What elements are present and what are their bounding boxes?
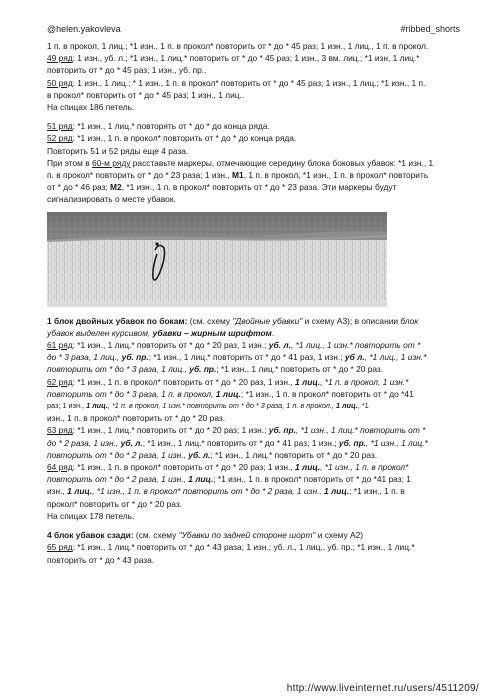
- row-64-italic: , *1 изн., 1 п. в прокол* повторить от * до * 2 раза, 1 изн.,: [92, 486, 325, 497]
- row-63-dec: уб. л.: [120, 437, 143, 448]
- side-block-note-italic: убавок выделен курсивом,: [47, 327, 153, 338]
- row-64-text: ; *1 изн., 1 п. в: [349, 486, 405, 497]
- row-61-dec: уб. л.: [268, 340, 291, 351]
- marker-text: от * до * 46 раз;: [47, 182, 111, 193]
- row-61-dec: уб. пр.: [121, 352, 149, 363]
- marker-text: При этом в: [47, 157, 93, 168]
- row-51-label: 51 ряд: [47, 121, 73, 132]
- side-block-text: и схему А3); в описании: [302, 315, 401, 326]
- stitch-count-1: На спицах 186 петель.: [47, 102, 135, 113]
- row-64-italic: , *1 изн., 1 п. в прокол*: [320, 462, 409, 473]
- row-64-text: ; *1 изн., 1 п. в прокол* повторить от * до *41 раз; 1: [213, 474, 411, 485]
- row-61-italic: повторить от * до * 3 раза, 1 лиц.,: [47, 364, 190, 375]
- row-63-italic: , *1 изн., 1 лиц.* повторить от *: [295, 425, 426, 436]
- row-64-italic: повторить от * до * 2 раза, 1 изн.,: [47, 474, 189, 485]
- marker-text: , 1 п. в прокол, *1 изн., 1 п. в прокол* повторить: [243, 170, 429, 181]
- back-block-text: и схему А2): [315, 530, 364, 541]
- row-63-cont-2: [47, 449, 467, 461]
- back-block-text: (см. схему: [133, 530, 179, 541]
- row-61-italic: , *1 лиц., 1 изн.* повторить от *: [290, 340, 421, 351]
- row-62-text: , *1: [357, 401, 369, 411]
- marker-note-4: сигнализировать о месте убавок.: [47, 194, 176, 205]
- row-64-dec: 1 лиц.: [295, 462, 321, 473]
- row-50: [47, 77, 467, 89]
- side-block-heading: 1 блок двойных убавок по бокам:: [47, 315, 188, 326]
- row-62-text: : *1 изн., 1 п. в прокол* повторить от * до * 20 раз, 1 изн.,: [72, 376, 296, 387]
- row-61: [47, 339, 467, 351]
- marker-note-2: [47, 169, 467, 181]
- row-61-text: ; *1 изн., 1 лиц.* повторить от * до * 41 раз, 1 изн.;: [148, 352, 345, 363]
- side-block-title: [47, 315, 467, 327]
- row-49-cont: повторить от * до * 45 раз; 1 изн., уб. пр..: [47, 65, 207, 76]
- row-64-cont-2: [47, 485, 467, 497]
- row-63-italic: , *1 изн., 1 лиц.*: [366, 437, 428, 448]
- stitch-count-2: На спицах 178 петель.: [47, 510, 135, 521]
- marker-text: , *1 изн., 1 п. в прокол* повторить от * до * 23 раза. Эти маркеры будут: [121, 182, 397, 193]
- row-63-dec: уб. пр.: [268, 425, 296, 436]
- row-63-italic: до * 2 раза, 1 изн.,: [47, 437, 121, 448]
- row-62-dec: 1 лиц.: [295, 376, 321, 387]
- repeat-note: Повторить 51 и 52 ряды еще 4 раза.: [47, 145, 189, 156]
- row-61-label: 61 ряд: [47, 340, 73, 351]
- row-64-cont-3: прокол* повторить от * до * 20 раз.: [47, 498, 182, 509]
- row-64-dec: 1 лиц.: [188, 474, 214, 485]
- side-block-text: (см. схему: [187, 315, 233, 326]
- side-block-note-end: .: [271, 327, 275, 338]
- side-block-chart-name: "Двойные убавки": [232, 315, 303, 326]
- row-61-text: : *1 изн., 1 лиц.* повторить от * до * 20 раз, 1 изн.;: [72, 340, 269, 351]
- row-63-cont: [47, 437, 467, 449]
- row-63-dec: уб. л.: [188, 449, 211, 460]
- row-63-text: ; *1 изн., 1 лиц.* повторить от * до * 41 раз; 1 изн.;: [142, 437, 339, 448]
- back-block-title: [47, 529, 467, 541]
- row-62-dec: 1 лиц.: [86, 401, 108, 411]
- marker-note: [47, 157, 467, 169]
- row-63-dec: уб. пр.: [338, 437, 367, 448]
- row-62-cont: [47, 388, 467, 400]
- row-62-label: 62 ряд: [47, 376, 73, 387]
- row-63-text: ; *1 изн., 1 лиц.* повторить от * до * 20 раз.: [210, 449, 378, 460]
- knitting-photo-image: [47, 212, 387, 307]
- marker-text: п. в прокол* повторить от * до * 23 раза; 1 изн.,: [47, 170, 233, 181]
- hashtag: #ribbed_shorts: [400, 24, 460, 34]
- row-52: [47, 132, 467, 144]
- row-61-italic: до * 3 раза, 1 лиц.,: [47, 352, 122, 363]
- row-61-italic: , *1 лиц., 1 изн.*: [364, 352, 427, 363]
- row-52-label: 52 ряд: [47, 133, 73, 144]
- row-64: [47, 461, 467, 473]
- knitting-photo: [47, 212, 387, 307]
- row-61-text: ; *1 изн., 1 лиц.* повторить от * до * 20 раз.: [216, 364, 384, 375]
- row-64-label: 64 ряд: [47, 462, 73, 473]
- row-65-label: 65 ряд: [47, 542, 73, 553]
- row-63-text: : *1 изн., 1 лиц.* повторить от * до * 20 раз; 1 изн.;: [72, 425, 269, 436]
- row-64-cont: [47, 473, 467, 485]
- row-63-italic: повторить от * до * 2 раза, 1 изн.,: [47, 449, 189, 460]
- source-url: http://www.liveinternet.ru/users/4511209/: [286, 683, 479, 694]
- row-64-dec: 1 лиц.: [324, 486, 350, 497]
- row-49: [47, 52, 467, 64]
- marker-note-3: [47, 181, 467, 193]
- row-52-text: : *1 изн., 1 п. в прокол* повторить от * до * до конца ряда.: [72, 133, 297, 144]
- back-block-chart-name: "Убавки по задней стороне шорт": [178, 530, 316, 541]
- row-50-text: : 1 изн., 1 лиц.; * 1 изн., 1 п. в прокол* повторить от * до * 45 раз; 1 изн., 1 лиц.; *1 изн., 1 п.: [72, 77, 426, 88]
- row-62-italic: , *1 п. в прокол, 1 изн.* повторить от * до * 3 раза, 1 п. в прокол.,: [107, 401, 336, 411]
- row-62-italic: повторить от * до * 3 раза, 1 п. в прокол,: [47, 388, 216, 399]
- row-62-cont-3: изн., 1 п. в прокол* повторить от * до * 20 раз.: [47, 413, 226, 424]
- row-61-cont-2: [47, 363, 467, 375]
- row-63: [47, 424, 467, 436]
- row-62-italic: , *1 п. в прокол, 1 изн.*: [320, 376, 409, 387]
- row-51-text: : *1 изн., 1 лиц.* повторять от * до * до конца ряда.: [72, 121, 270, 132]
- row-50-cont: в прокол* повторить от * до * 45 раз; 1 изн., 1 лиц..: [47, 89, 245, 100]
- marker-m1: M1: [232, 170, 244, 181]
- row-61-cont: [47, 351, 467, 363]
- row-64-text: изн.,: [47, 486, 68, 497]
- row-65: [47, 541, 467, 553]
- side-block-text-italic: блок: [400, 315, 419, 326]
- row-62-cont-2: [47, 400, 467, 412]
- row-62-dec: 1 лиц.: [215, 388, 241, 399]
- back-block-heading: 4 блок убавок сзади:: [47, 530, 134, 541]
- document-body: [47, 40, 467, 566]
- row-50-label: 50 ряд: [47, 77, 73, 88]
- row-49-label: 49 ряд: [47, 53, 73, 64]
- row-65-cont: повторить от * до * 43 раза.: [47, 554, 155, 565]
- row-63-label: 63 ряд: [47, 425, 73, 436]
- author-handle: @helen.yakovleva: [47, 24, 121, 34]
- row-62: [47, 376, 467, 388]
- side-block-note-bold: убавки – жирным шрифтом: [152, 327, 272, 338]
- row-continuation: 1 п. в прокол, 1 лиц.; *1 изн., 1 п. в прокол* повторить от * до * 45 раз; 1 изн., 1 лиц., 1 п. в прокол.: [47, 41, 429, 51]
- row-62-text: раз; 1 изн.,: [47, 401, 87, 411]
- marker-m2: M2: [110, 182, 122, 193]
- row-62-dec: 1 лиц.: [335, 401, 358, 411]
- row-61-dec: уб. пр.: [189, 364, 217, 375]
- row-62-text: ; *1 изн., 1 п. в прокол* повторить от * до *41: [240, 388, 414, 399]
- marker-text: расставьте маркеры, отмечающие середину блока боковых убавок: *1 изн., 1: [130, 157, 434, 168]
- row-64-dec: 1 лиц.: [67, 486, 93, 497]
- row-64-text: : *1 изн., 1 п. в прокол* повторить от * до * 20 раз; 1 изн.,: [72, 462, 296, 473]
- side-block-note: [47, 327, 467, 339]
- row-61-dec: уб л.: [344, 352, 365, 363]
- row-65-text: : *1 изн., 1 лиц.* повторить от * до * 43 раза; 1 изн.; уб. л., 1 лиц., уб. пр.; *1 изн., 1 лиц.*: [72, 542, 415, 553]
- row-51: [47, 120, 467, 132]
- marker-row-ref: 60-м ряду: [92, 157, 131, 168]
- row-49-text: : 1 изн., уб. л.; *1 изн., 1 лиц.* повторить от * до * 45 раз; 1 изн., 3 вм. лиц.; *1 изн, 1 лиц.*: [72, 53, 420, 64]
